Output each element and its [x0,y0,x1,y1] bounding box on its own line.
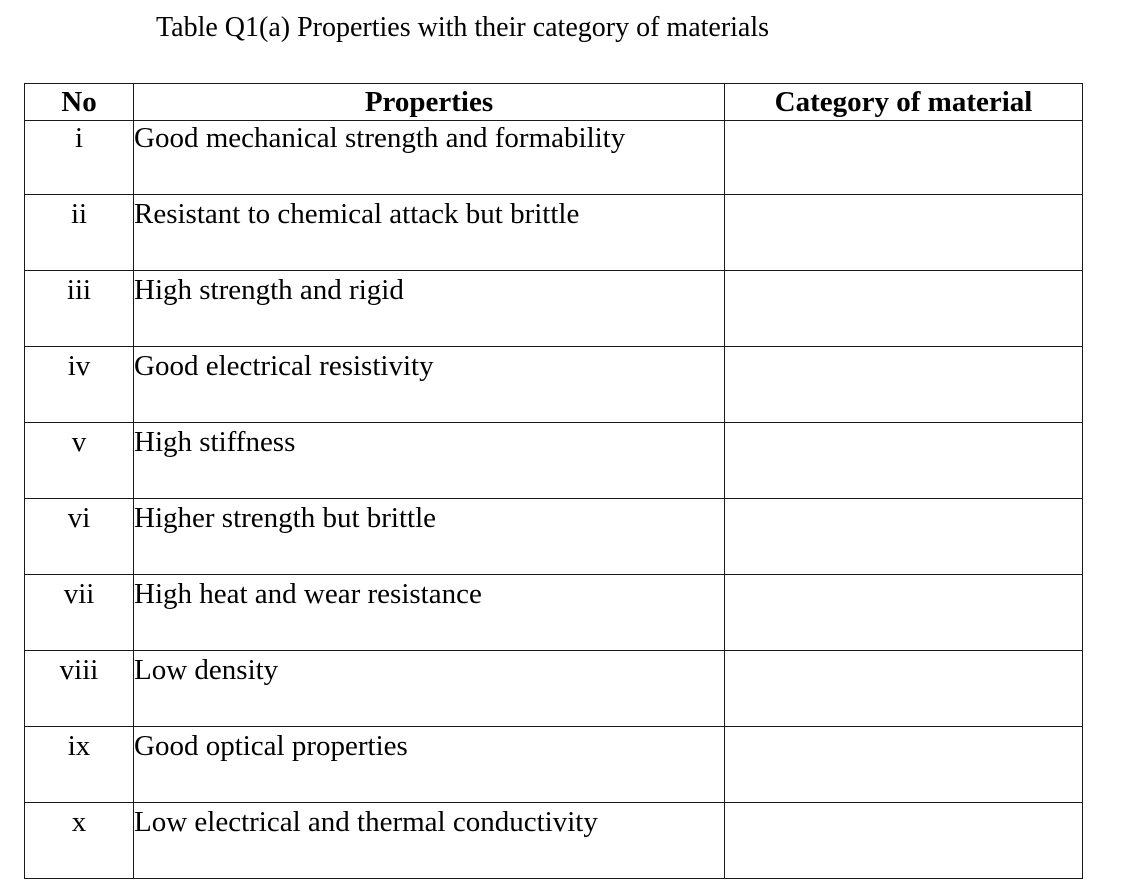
row-property: Resistant to chemical attack but brittle [134,195,725,271]
header-properties: Properties [134,84,725,121]
properties-table [24,83,1083,879]
row-number: iv [25,347,134,423]
row-category-cell[interactable] [725,803,1083,879]
row-property: Good electrical resistivity [134,347,725,423]
row-property: Low density [134,651,725,727]
row-property: High stiffness [134,423,725,499]
row-category-cell[interactable] [725,575,1083,651]
table-row [25,347,1083,423]
table-row [25,423,1083,499]
row-category-cell[interactable] [725,195,1083,271]
header-no: No [25,84,134,121]
row-category-cell[interactable] [725,727,1083,803]
table-row [25,121,1083,195]
row-category-cell[interactable] [725,499,1083,575]
row-property: Low electrical and thermal conductivity [134,803,725,879]
row-category-cell[interactable] [725,271,1083,347]
row-number: i [25,121,134,195]
row-property: Good optical properties [134,727,725,803]
table-row [25,803,1083,879]
row-category-cell[interactable] [725,651,1083,727]
header-category: Category of material [725,84,1083,121]
row-number: x [25,803,134,879]
table-row [25,271,1083,347]
row-property: High heat and wear resistance [134,575,725,651]
row-number: viii [25,651,134,727]
row-number: v [25,423,134,499]
row-number: iii [25,271,134,347]
table-row [25,499,1083,575]
row-number: ii [25,195,134,271]
table-row [25,195,1083,271]
table-header-row [25,84,1083,121]
row-property: Good mechanical strength and formability [134,121,725,195]
row-property: High strength and rigid [134,271,725,347]
row-category-cell[interactable] [725,121,1083,195]
row-number: vii [25,575,134,651]
row-category-cell[interactable] [725,423,1083,499]
row-category-cell[interactable] [725,347,1083,423]
row-number: vi [25,499,134,575]
table-row [25,651,1083,727]
table-row [25,727,1083,803]
table-caption: Table Q1(a) Properties with their category of materials [156,12,770,43]
table-row [25,575,1083,651]
row-property: Higher strength but brittle [134,499,725,575]
row-number: ix [25,727,134,803]
